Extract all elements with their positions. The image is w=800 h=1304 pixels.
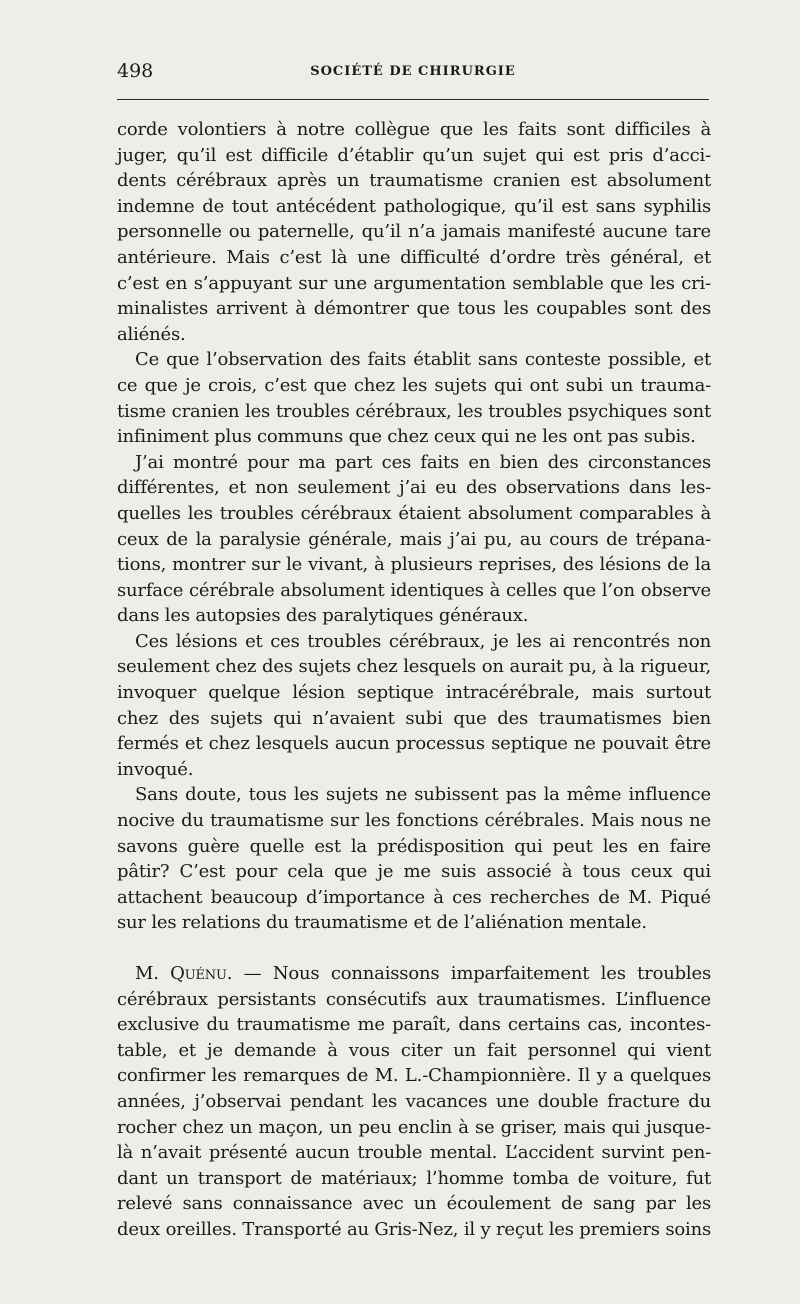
text-line: là n’avait présenté aucun trouble mental. L’accident survint pen- [117, 1142, 711, 1164]
text-line: cérébraux persistants consécutifs aux traumatismes. L’influence [117, 988, 711, 1010]
page-number: 498 [117, 60, 154, 82]
paragraph [117, 782, 711, 936]
text-line: indemne de tout antécédent pathologique, qu’il est sans syphilis [117, 195, 711, 217]
text-line [117, 961, 711, 987]
text-line: minalistes arrivent à démontrer que tous les coupables sont des [117, 298, 711, 320]
speaker-name: M. Quénu. [135, 963, 233, 984]
text-line: aliénés. [117, 323, 186, 345]
text-line: quelles les troubles cérébraux étaient absolument comparables à [117, 502, 711, 524]
text-line: Ce que l’observation des faits établit sans conteste possible, et [135, 349, 711, 371]
text-line: deux oreilles. Transporté au Gris-Nez, il y reçut les premiers soins [117, 1218, 711, 1240]
paragraph [117, 117, 711, 347]
text-line: tions, montrer sur le vivant, à plusieurs reprises, des lésions de la [117, 554, 711, 576]
text-line: J’ai montré pour ma part ces faits en bien des circonstances [135, 451, 711, 473]
text-line: surface cérébrale absolument identiques à celles que l’on observe [117, 579, 711, 601]
text-line: chez des sujets qui n’avaient subi que des traumatismes bien [117, 707, 711, 729]
text-line: sur les relations du traumatisme et de l’aliénation mentale. [117, 912, 647, 934]
text-line: seulement chez des sujets chez lesquels on aurait pu, à la rigueur, [117, 656, 711, 678]
running-title: SOCIÉTÉ DE CHIRURGIE [310, 64, 516, 79]
text-line: corde volontiers à notre collègue que les faits sont difficiles à [117, 119, 711, 140]
text-line: nocive du traumatisme sur les fonctions cérébrales. Mais nous ne [117, 810, 711, 832]
text-line: dant un transport de matériaux; l’homme tomba de voiture, fut [117, 1167, 711, 1189]
text-line: infiniment plus communs que chez ceux qui ne les ont pas subis. [117, 426, 696, 448]
text-line: invoquer quelque lésion septique intracérébrale, mais surtout [117, 682, 711, 704]
text-line: dans les autopsies des paralytiques généraux. [117, 605, 529, 627]
text-line: rocher chez un maçon, un peu enclin à se griser, mais qui jusque- [117, 1116, 711, 1138]
text-line: c’est en s’appuyant sur une argumentation semblable que les cri- [117, 272, 711, 294]
text-line: attachent beaucoup d’importance à ces recherches de M. Piqué [117, 886, 711, 908]
text-line: ce que je crois, c’est que chez les sujets qui ont subi un trauma- [117, 374, 711, 396]
text-line: relevé sans connaissance avec un écoulement de sang par les [117, 1193, 711, 1215]
text-line: pâtir? C’est pour cela que je me suis associé à tous ceux qui [117, 861, 711, 883]
text-line: exclusive du traumatisme me paraît, dans certains cas, incontes- [117, 1014, 711, 1036]
page-header [117, 58, 709, 88]
text-line: Sans doute, tous les sujets ne subissent pas la même influence [135, 784, 711, 806]
header-rule [117, 99, 709, 100]
text-line: savons guère quelle est la prédisposition qui peut les en faire [117, 835, 711, 857]
text-line: juger, qu’il est difficile d’établir qu’un sujet qui est pris d’acci- [117, 144, 711, 166]
body-text [117, 117, 711, 1243]
text-line: années, j’observai pendant les vacances une double fracture du [117, 1090, 711, 1112]
text-line: personnelle ou paternelle, qu’il n’a jamais manifesté aucune tare [117, 221, 711, 243]
paragraph [117, 629, 711, 783]
text-line: Ces lésions et ces troubles cérébraux, je les ai rencontrés non [135, 630, 711, 652]
paragraph [117, 450, 711, 629]
text-line: antérieure. Mais c’est là une difficulté d’ordre très général, et [117, 246, 711, 268]
speaker-text: — Nous connaissons imparfaitement les troubles [232, 963, 711, 984]
paragraph-quenu [117, 961, 711, 1243]
section-gap [117, 936, 711, 961]
text-line: ceux de la paralysie générale, mais j’ai pu, au cours de trépana- [117, 528, 711, 550]
text-line: confirmer les remarques de M. L.-Championnière. Il y a quelques [117, 1065, 711, 1087]
paragraph [117, 347, 711, 449]
text-line: tisme cranien les troubles cérébraux, les troubles psychiques sont [117, 400, 711, 422]
text-line: invoqué. [117, 758, 194, 780]
text-line: dents cérébraux après un traumatisme cranien est absolument [117, 170, 711, 192]
text-line: différentes, et non seulement j’ai eu des observations dans les- [117, 477, 711, 499]
text-line: table, et je demande à vous citer un fait personnel qui vient [117, 1039, 711, 1061]
text-line: fermés et chez lesquels aucun processus septique ne pouvait être [117, 733, 711, 755]
